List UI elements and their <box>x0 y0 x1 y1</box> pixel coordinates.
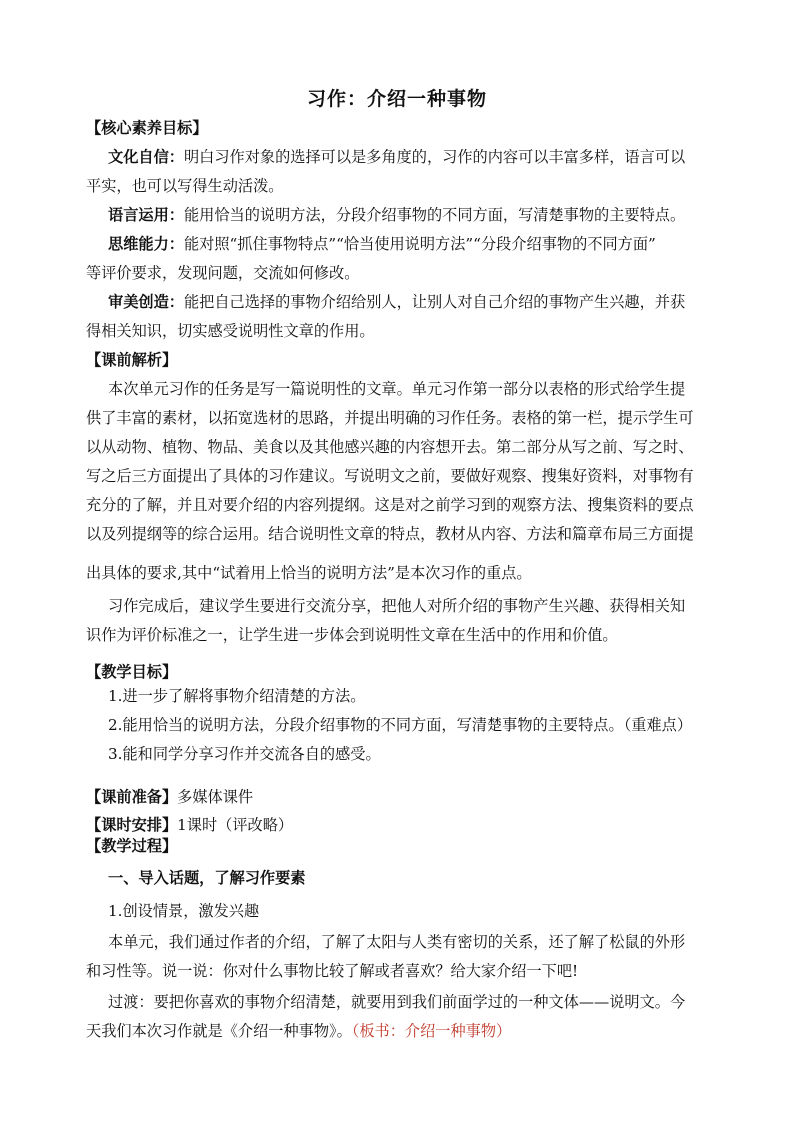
schedule-text: 1课时（评改略） <box>177 816 294 834</box>
page-title: 习作：介绍一种事物 <box>306 88 487 110</box>
schedule-line <box>86 815 726 835</box>
paragraph-line: 以及列提纲等的综合运用。结合说明性文章的特点，教材从内容、方法和篇章布局三方面提 <box>86 525 694 543</box>
goal-text: 能把自己选择的事物介绍给别人，让别人对自己介绍的事物产生兴趣，并获 <box>183 293 686 311</box>
paragraph-line: 以从动物、植物、物品、美食以及其他感兴趣的内容想开去。第二部分从写之前、写之时、 <box>86 438 694 456</box>
goal-label: 审美创造： <box>108 293 184 311</box>
goal-text: 能对照“抓住事物特点”“恰当使用说明方法”“分段介绍事物的不同方面” <box>183 235 656 253</box>
paragraph-line: 充分的了解，并且对要介绍的内容列提纲。这是对之前学习到的观察方法、搜集资料的要点 <box>86 496 694 514</box>
goal-line <box>108 234 748 254</box>
goal-line <box>108 292 748 312</box>
goal-text: 明白习作对象的选择可以是多角度的，习作的内容可以丰富多样，语言可以 <box>183 148 686 166</box>
prep-line <box>86 787 726 807</box>
goal-text-cont: 等评价要求，发现问题，交流如何修改。 <box>86 264 360 282</box>
goal-text-cont: 平实，也可以写得生动活泼。 <box>86 177 284 195</box>
goal-line <box>108 147 748 167</box>
paragraph-line: 写之后三方面提出了具体的习作建议。写说明文之前，要做好观察、搜集好资料，对事物有 <box>86 467 694 485</box>
paragraph-line: 供了丰富的素材，以拓宽选材的思路，并提出明确的习作任务。表格的第一栏，提示学生可 <box>86 409 694 427</box>
paragraph-line: 和习性等。说一说：你对什么事物比较了解或者喜欢？给大家介绍一下吧! <box>86 962 579 980</box>
list-item: 3.能和同学分享习作并交流各自的感受。 <box>108 745 381 763</box>
goal-label: 语言运用： <box>108 206 184 224</box>
goal-label: 思维能力： <box>108 235 184 253</box>
board-note: （板书：介绍一种事物） <box>351 1022 512 1040</box>
section-heading-analysis: 【课前解析】 <box>86 351 178 369</box>
paragraph-text: 天我们本次习作就是《介绍一种事物》。 <box>86 1022 352 1040</box>
paragraph-line: 习作完成后，建议学生要进行交流分享，把他人对所介绍的事物产生兴趣、获得相关知 <box>108 597 686 615</box>
section-heading-teaching-goals: 【教学目标】 <box>86 663 178 681</box>
list-item: 1.进一步了解将事物介绍清楚的方法。 <box>108 687 366 705</box>
paragraph-line: 出具体的要求,其中“试着用上恰当的说明方法”是本次习作的重点。 <box>86 564 532 582</box>
paragraph-line: 识作为评价标准之一，让学生进一步体会到说明性文章在生活中的作用和价值。 <box>86 626 618 644</box>
paragraph-line: 本单元，我们通过作者的介绍，了解了太阳与人类有密切的关系，还了解了松鼠的外形 <box>108 933 686 951</box>
goal-line <box>108 205 748 225</box>
section-heading-core-goals: 【核心素养目标】 <box>86 119 208 137</box>
sub-heading: 一、导入话题，了解习作要素 <box>108 869 306 887</box>
paragraph-line: 过渡：要把你喜欢的事物介绍清楚，就要用到我们前面学过的一种文体——说明文。今 <box>108 993 686 1011</box>
section-heading-prep: 【课前准备】 <box>86 788 178 806</box>
list-item: 1.创设情景，激发兴趣 <box>108 902 260 920</box>
paragraph-line: 本次单元习作的任务是写一篇说明性的文章。单元习作第一部分以表格的形式给学生提 <box>108 380 686 398</box>
goal-text-cont: 得相关知识，切实感受说明性文章的作用。 <box>86 322 375 340</box>
section-heading-process: 【教学过程】 <box>86 837 178 855</box>
goal-text: 能用恰当的说明方法，分段介绍事物的不同方面，写清楚事物的主要特点。 <box>183 206 686 224</box>
paragraph-line <box>86 1021 726 1041</box>
list-item: 2.能用恰当的说明方法，分段介绍事物的不同方面，写清楚事物的主要特点。（重难点） <box>108 716 693 734</box>
section-heading-schedule: 【课时安排】 <box>86 816 178 834</box>
prep-text: 多媒体课件 <box>177 788 254 806</box>
goal-label: 文化自信： <box>108 148 184 166</box>
